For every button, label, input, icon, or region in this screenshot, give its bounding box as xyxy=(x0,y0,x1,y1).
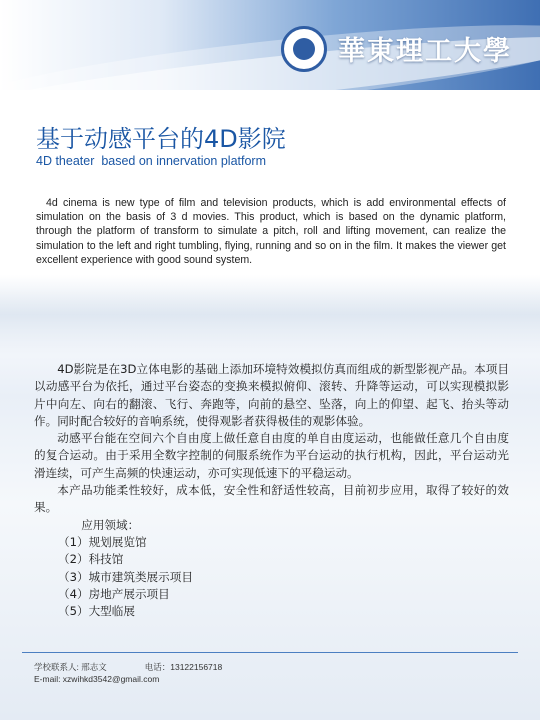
applications-label: 应用领域： xyxy=(81,517,140,532)
page-title: 基于动感平台的4D影院 xyxy=(36,125,286,153)
university-name: 華東理工大學 xyxy=(338,36,512,67)
header-banner xyxy=(0,0,540,90)
chinese-description xyxy=(34,361,509,620)
applications-list xyxy=(34,534,509,620)
list-item: （1）规划展览馆 xyxy=(58,534,147,549)
university-seal-logo xyxy=(281,26,327,72)
paragraph: 本产品功能柔性较好，成本低，安全性和舒适性较高，目前初步应用，取得了较好的效果。 xyxy=(34,483,509,515)
list-item: （4）房地产展示项目 xyxy=(58,586,170,601)
list-item: （2）科技馆 xyxy=(58,552,124,567)
seal-emblem-icon xyxy=(293,38,315,60)
paragraph: 动感平台能在空间六个自由度上做任意自由度的单自由度运动，也能做任意几个自由度的复合运动。由于采用全数字控制的伺服系统作为平台运动的执行机构，因此，平台运动光滑连续，可产生高频的快速运动，亦可实现低速下的平稳运动。 xyxy=(34,431,509,480)
list-item: （3）城市建筑类展示项目 xyxy=(58,569,193,584)
list-item: （5）大型临展 xyxy=(58,604,135,619)
contact-person: 学校联系人: 邢志文 xyxy=(34,662,107,672)
footer xyxy=(34,661,222,685)
english-description: 4d cinema is new type of film and television products, which is add environmental effects of simulation on the basis of 3 d movies. This product, which is based on the dynamic platform, through the platform of transform to simulate a pitch, roll and lifting movement, can realize the simulation to the left and right tumbling, flying, running and so on in the film. It makes the viewer get excellent experience with good sound system. xyxy=(36,197,506,266)
contact-email: E-mail: xzwihkd3542@gmail.com xyxy=(34,674,160,684)
paragraph: 4D影院是在3D立体电影的基础上添加环境特效模拟仿真而组成的新型影视产品。本项目以动感平台为依托，通过平台姿态的变换来模拟俯仰、滚转、升降等运动，可以实现模拟影片中向左、向右的翻滚、飞行、奔跑等，向前的悬空、坠落，向上的仰望、起飞、抬头等动作。同时配合较好的音响系统，使得观影者获得极佳的观影体验。 xyxy=(34,362,509,428)
footer-divider xyxy=(22,652,518,653)
page-subtitle: 4D theater based on innervation platform xyxy=(36,154,266,168)
contact-phone: 电话：13122156718 xyxy=(144,662,223,672)
decorative-band xyxy=(0,275,540,355)
